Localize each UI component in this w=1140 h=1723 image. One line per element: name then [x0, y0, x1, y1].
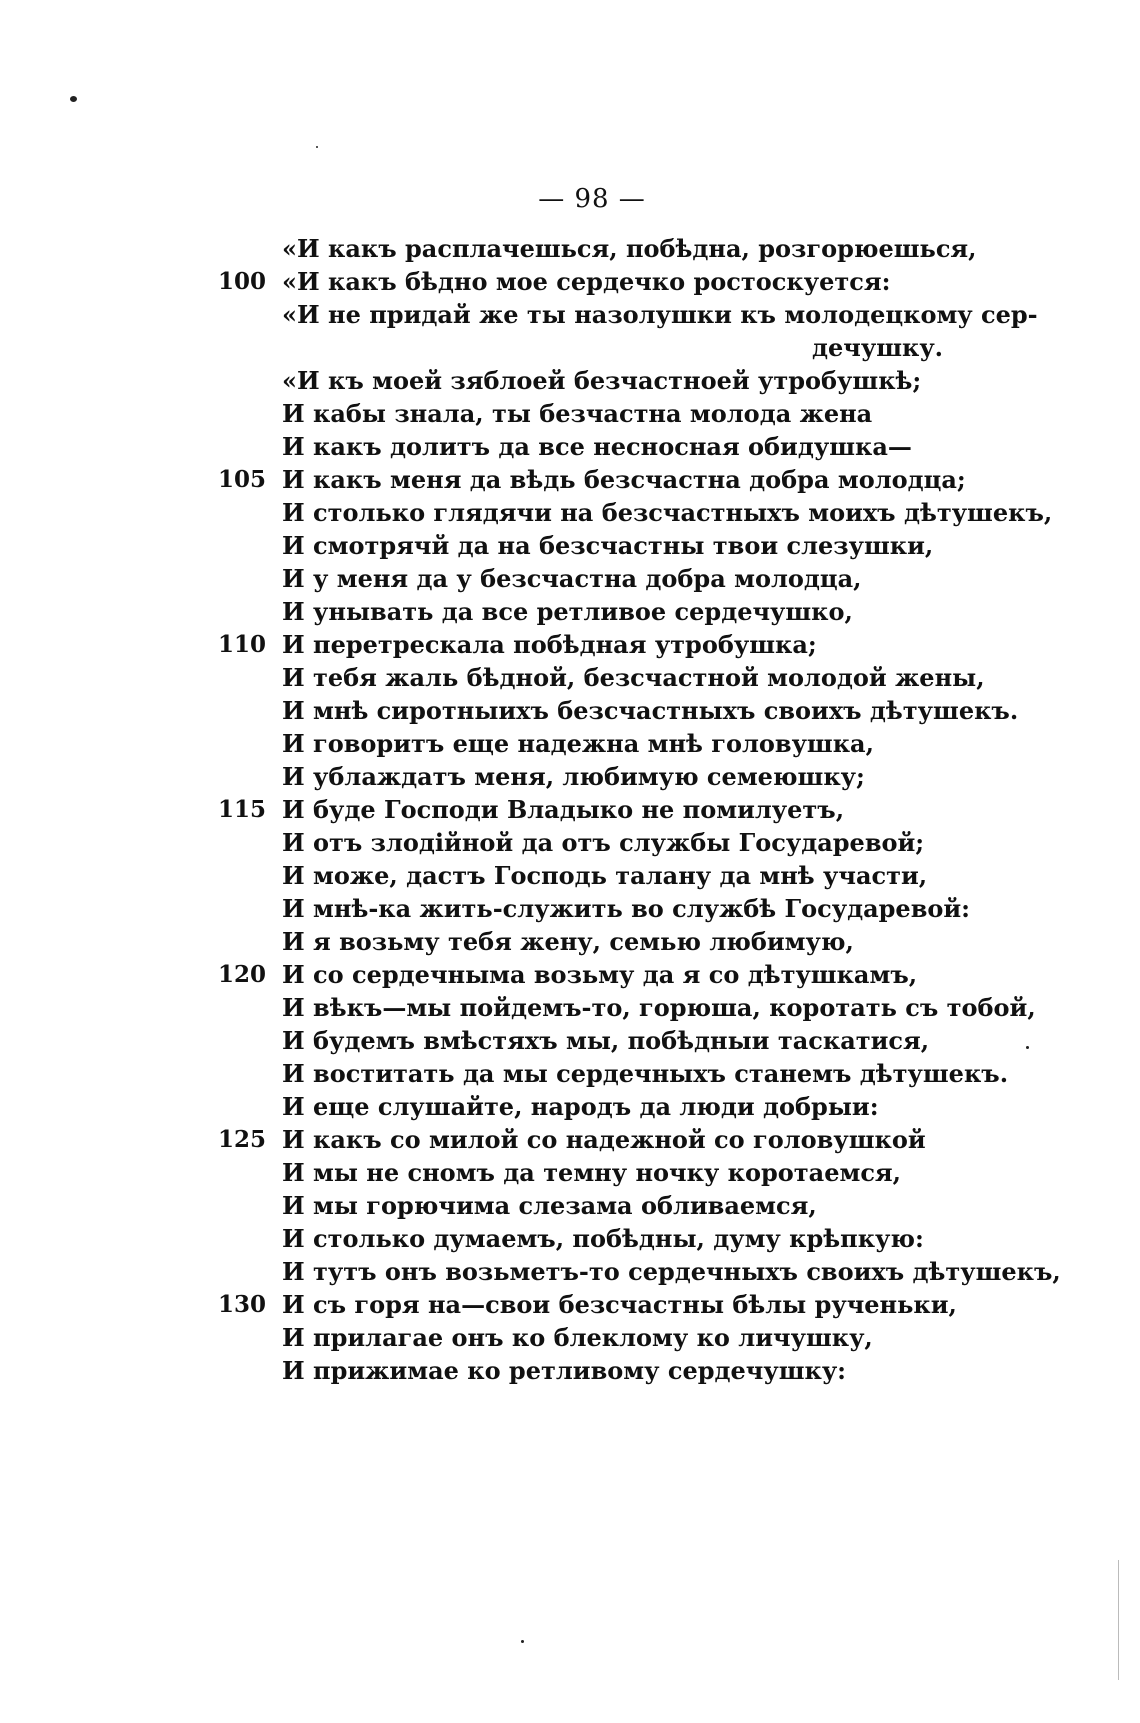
verse-line-text: И съ горя на—свои безсчастны бѣлы рученьки,	[282, 1290, 957, 1319]
line-number: 100	[218, 268, 267, 295]
verse-line	[0, 1024, 1140, 1057]
verse-line	[0, 595, 1140, 628]
line-number: 120	[218, 961, 267, 988]
verse-line-text: И говоритъ еще надежна мнѣ головушка,	[282, 729, 874, 758]
verse-line-text: И будемъ вмѣстяхъ мы, побѣдныи таскатися,	[282, 1026, 930, 1055]
ink-speck	[316, 146, 318, 148]
verse-line	[0, 265, 1140, 298]
verse-line	[0, 661, 1140, 694]
ink-speck	[70, 96, 77, 102]
verse-line-text: И мы не сномъ да темну ночку коротаемся,	[282, 1158, 902, 1187]
verse-line-text: И прижимае ко ретливому сердечушку:	[282, 1356, 847, 1385]
verse-line-text: И вѣкъ—мы пойдемъ-то, горюша, коротать съ тобой,	[282, 993, 1036, 1022]
verse-line-text: И отъ злодійной да отъ службы Государевой;	[282, 828, 925, 857]
verse-line-text: И еще слушайте, народъ да люди добрыи:	[282, 1092, 879, 1121]
verse-line	[0, 1354, 1140, 1387]
verse-line-text: И столько думаемъ, побѣдны, думу крѣпкую:	[282, 1224, 924, 1253]
verse-line	[0, 430, 1140, 463]
verse-line-text: дечушку.	[812, 333, 944, 362]
verse-line-text: «И какъ расплачешься, побѣдна, розгорюешься,	[282, 234, 977, 263]
verse-line	[0, 859, 1140, 892]
verse-line	[0, 925, 1140, 958]
verse-line-text: И може, дастъ Господь талану да мнѣ участи,	[282, 861, 928, 890]
line-number: 105	[218, 466, 267, 493]
verse-line	[0, 331, 1140, 364]
verse-line-text: И буде Господи Владыко не помилуетъ,	[282, 795, 845, 824]
line-number: 115	[218, 796, 267, 823]
verse-line-text: И перетрескала побѣдная утробушка;	[282, 630, 817, 659]
verse-line	[0, 991, 1140, 1024]
verse-line-text: И мнѣ сиротныихъ безсчастныхъ своихъ дѣтушекъ.	[282, 696, 1019, 725]
verse-line	[0, 364, 1140, 397]
verse-line	[0, 628, 1140, 661]
verse-line-text: И смотрячй да на безсчастны твои слезушки,	[282, 531, 934, 560]
verse-line	[0, 529, 1140, 562]
verse-line	[0, 958, 1140, 991]
verse-line	[0, 760, 1140, 793]
verse-line	[0, 1090, 1140, 1123]
verse-line	[0, 1156, 1140, 1189]
verse-line-text: «И къ моей зяблоей безчастноей утробушкѣ;	[282, 366, 922, 395]
verse-line-text: И у меня да у безсчастна добра молодца,	[282, 564, 862, 593]
verse-line	[0, 793, 1140, 826]
verse-line	[0, 232, 1140, 265]
verse-line	[0, 562, 1140, 595]
ink-speck	[521, 1640, 524, 1643]
verse-line	[0, 463, 1140, 496]
verse-line-text: И ублаждатъ меня, любимую семеюшку;	[282, 762, 865, 791]
verse-line-text: И тебя жаль бѣдной, безсчастной молодой жены,	[282, 663, 985, 692]
verse-line	[0, 1123, 1140, 1156]
verse-line	[0, 1057, 1140, 1090]
verse-line	[0, 1288, 1140, 1321]
page-number: — 98 —	[538, 184, 646, 214]
verse-line-text: И какъ со милой со надежной со головушкой	[282, 1125, 926, 1154]
verse-line-text: И унывать да все ретливое сердечушко,	[282, 597, 853, 626]
verse-line-text: И воститать да мы сердечныхъ станемъ дѣтушекъ.	[282, 1059, 1009, 1088]
verse-line-text: И какъ долитъ да все несносная обидушка—	[282, 432, 912, 461]
verse-line	[0, 892, 1140, 925]
verse-line-text: И я возьму тебя жену, семью любимую,	[282, 927, 854, 956]
verse-line-text: И тутъ онъ возьметъ-то сердечныхъ своихъ дѣтушекъ,	[282, 1257, 1061, 1286]
verse-line-text: И какъ меня да вѣдь безсчастна добра молодца;	[282, 465, 966, 494]
verse-line	[0, 496, 1140, 529]
verse-line	[0, 298, 1140, 331]
verse-line-text: «И не придай же ты назолушки къ молодецкому сер-	[282, 300, 1038, 329]
verse-line-text: И мнѣ-ка жить-служить во службѣ Государевой:	[282, 894, 971, 923]
verse-line-text: И столько глядячи на безсчастныхъ моихъ дѣтушекъ,	[282, 498, 1053, 527]
verse-line-text: И прилагае онъ ко блеклому ко личушку,	[282, 1323, 873, 1352]
verse-line	[0, 694, 1140, 727]
line-number: 130	[218, 1291, 267, 1318]
verse-line-text: «И какъ бѣдно мое сердечко ростоскуется:	[282, 267, 891, 296]
verse-line	[0, 727, 1140, 760]
verse-text	[0, 232, 1140, 1387]
verse-line-text: И со сердечныма возьму да я со дѣтушкамъ,	[282, 960, 918, 989]
verse-line	[0, 1189, 1140, 1222]
verse-line	[0, 1222, 1140, 1255]
line-number: 110	[218, 631, 267, 658]
verse-line	[0, 826, 1140, 859]
line-number: 125	[218, 1126, 267, 1153]
verse-line	[0, 397, 1140, 430]
page-edge-line	[1118, 1560, 1119, 1680]
verse-line	[0, 1255, 1140, 1288]
verse-line-text: И мы горючима слезама обливаемся,	[282, 1191, 817, 1220]
verse-line-text: И кабы знала, ты безчастна молода жена	[282, 399, 873, 428]
verse-line	[0, 1321, 1140, 1354]
